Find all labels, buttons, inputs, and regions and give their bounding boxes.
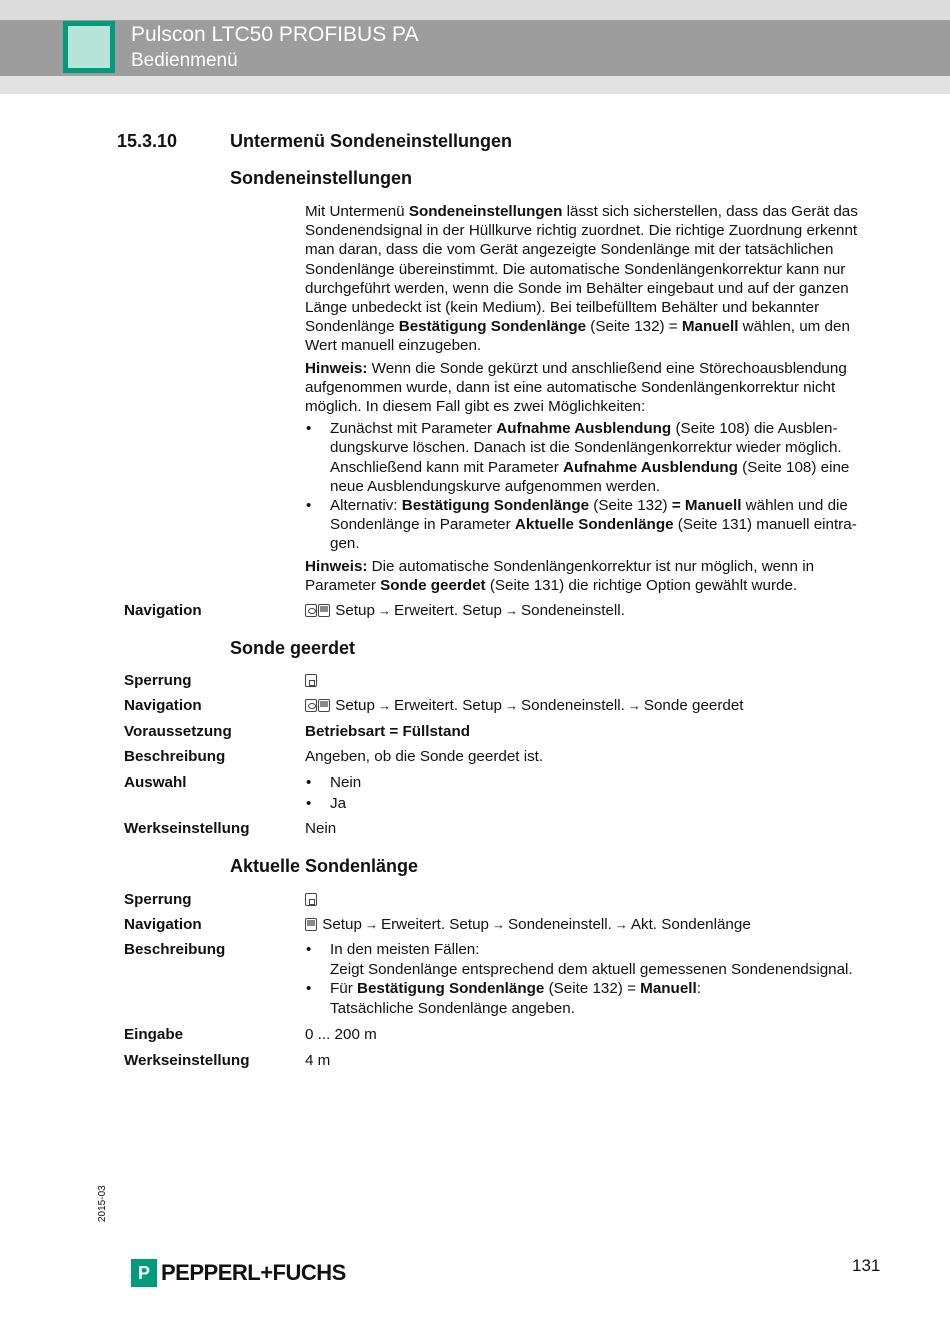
section-title: Untermenü Sondeneinstellungen	[230, 131, 513, 151]
sondeneinstellungen-body	[305, 202, 885, 598]
label-sperrung: Sperrung	[124, 891, 192, 908]
label-auswahl: Auswahl	[124, 774, 187, 791]
list-item: • Nein	[305, 773, 895, 794]
label-eingabe: Eingabe	[124, 1026, 184, 1043]
document-subtitle: Bedienmenü	[131, 50, 238, 71]
display-icon	[318, 604, 330, 617]
page-number: 131	[852, 1256, 881, 1275]
label-werkseinstellung: Werkseinstellung	[124, 820, 250, 837]
label-voraussetzung: Voraussetzung	[124, 723, 232, 740]
navigation-path: Setup → Erweitert. Setup → Sondeneinstell.	[305, 601, 895, 621]
document-title: Pulscon LTC50 PROFIBUS PA	[131, 23, 419, 46]
brand-logo	[131, 1258, 346, 1288]
label-navigation: Navigation	[124, 916, 202, 933]
label-navigation: Navigation	[124, 602, 202, 619]
arrow-right-icon: →	[505, 698, 518, 713]
sperrung-value	[305, 890, 895, 910]
intro-paragraph: Mit Untermenü Sondeneinstellungen lässt sich sicherstellen, dass das Gerät das Sondenendsignal in der Hüllkurve richtig zuordnet. Die richtige Zuordnung erkennt man daran, dass die vom Gerät angezeigte Sondenlänge mit der tatsächlichen Sondenlänge übereinstimmt. Die automatische Sondenlängenkorrektur kann nur durchgeführt werden, wenn die Sonde im Behälter eingebaut und auf der ganzen Länge unbedeckt ist (kein Medium). Bei teilbefülltem Behälter und bekannter Sondenlänge Bestätigung Sondenlänge (Seite 132) = Manuell wählen, um den Wert manuell einzugeben.	[305, 203, 858, 355]
list-item: • In den meisten Fällen: Zeigt Sondenlänge entsprechend dem aktuell gemessenen Sondenendsignal.	[305, 940, 895, 979]
options-list	[305, 419, 885, 553]
arrow-right-icon: →	[505, 603, 518, 618]
auswahl-list	[305, 773, 895, 814]
label-navigation: Navigation	[124, 697, 202, 714]
arrow-right-icon: →	[614, 917, 628, 932]
note-paragraph-2: Hinweis: Die automatische Sondenlängenkorrektur ist nur möglich, wenn in Parameter Sonde geerdet (Seite 131) die richtige Option gewählt wurde.	[305, 557, 815, 594]
header-logo-square	[63, 21, 115, 73]
list-item: • Ja	[305, 794, 895, 815]
brand-name: PEPPERL+FUCHS	[161, 1260, 346, 1285]
subsection-title-aktuelle-sondenlaenge: Aktuelle Sondenlänge	[230, 856, 419, 876]
lock-icon	[305, 893, 317, 906]
section-number: 15.3.10	[117, 131, 178, 151]
note-paragraph-1: Hinweis: Wenn die Sonde gekürzt und anschließend eine Störechoausblendung aufgenommen wurde, dann ist eine automatische Sondenlängenkorrektur nicht möglich. In diesem Fall gibt es zwei Möglichkeiten:	[305, 359, 847, 416]
beschreibung-list	[305, 940, 895, 1018]
arrow-right-icon: →	[492, 917, 505, 932]
label-werkseinstellung: Werkseinstellung	[124, 1052, 250, 1069]
eye-icon	[305, 699, 317, 712]
arrow-right-icon: →	[364, 917, 378, 932]
sperrung-value	[305, 671, 895, 691]
display-icon	[305, 918, 317, 931]
label-beschreibung: Beschreibung	[124, 748, 226, 765]
werkseinstellung-value: 4 m	[305, 1052, 331, 1069]
arrow-right-icon: →	[377, 603, 391, 618]
list-item: • Für Bestätigung Sondenlänge (Seite 132) = Manuell: Tatsächliche Sondenlänge angeben.	[305, 979, 895, 1018]
list-item: • Alternativ: Bestätigung Sondenlänge (Seite 132) = Manuell wählen und die Sondenlänge in Parameter Aktuelle Sondenlänge (Seite 131) manuell eintra-gen.	[305, 496, 885, 554]
subsection-title-sondeneinstellungen: Sondeneinstellungen	[230, 168, 413, 188]
eingabe-value: 0 ... 200 m	[305, 1026, 377, 1043]
arrow-right-icon: →	[377, 698, 391, 713]
display-icon	[318, 699, 330, 712]
arrow-right-icon: →	[627, 698, 641, 713]
header-lower-strip	[0, 76, 950, 94]
label-sperrung: Sperrung	[124, 672, 192, 689]
top-strip	[0, 0, 950, 20]
eye-icon	[305, 604, 317, 617]
brand-mark-icon: P	[131, 1259, 157, 1287]
label-beschreibung: Beschreibung	[124, 941, 226, 958]
werkseinstellung-value: Nein	[305, 820, 337, 837]
navigation-path: Setup → Erweitert. Setup → Sondeneinstell. → Sonde geerdet	[305, 696, 895, 716]
list-item: • Zunächst mit Parameter Aufnahme Ausblendung (Seite 108) die Ausblen-dungskurve löschen. Danach ist die Sondenlängenkorrektur wieder möglich. Anschließend kann mit Parameter Aufnahme Ausblendung (Seite 108) eine neue Ausblendungskurve aufgenommen werden.	[305, 419, 885, 496]
edition-date: 2015-03	[97, 1185, 108, 1222]
lock-icon	[305, 674, 317, 687]
subsection-title-sonde-geerdet: Sonde geerdet	[230, 638, 356, 658]
voraussetzung-value: Betriebsart = Füllstand	[305, 723, 470, 740]
navigation-path: Setup → Erweitert. Setup → Sondeneinstell. → Akt. Sondenlänge	[305, 915, 895, 935]
beschreibung-value: Angeben, ob die Sonde geerdet ist.	[305, 748, 544, 765]
